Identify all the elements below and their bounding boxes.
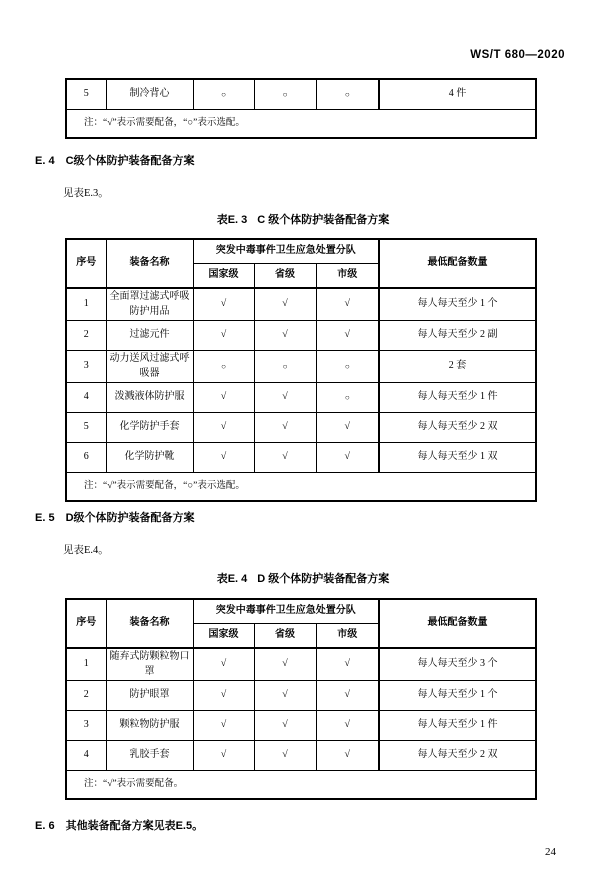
header-row	[66, 599, 536, 624]
table-row	[66, 79, 536, 110]
equipment-name: 防护眼罩	[106, 681, 193, 711]
min-quantity: 每人每天至少 1 个	[379, 288, 536, 321]
table-title-e4	[0, 570, 606, 586]
section-heading-e5	[35, 509, 195, 525]
note-row	[66, 110, 536, 139]
mark-national: √	[193, 443, 254, 473]
table-row	[66, 351, 536, 383]
table-body	[66, 288, 536, 473]
equipment-name: 化学防护手套	[106, 413, 193, 443]
table-caption: D 级个体防护装备配备方案	[257, 573, 390, 585]
section-title: D级个体防护装备配备方案	[65, 512, 195, 524]
min-quantity: 每人每天至少 2 双	[379, 413, 536, 443]
equipment-name: 乳胶手套	[106, 741, 193, 771]
equipment-name: 化学防护靴	[106, 443, 193, 473]
col-header-national: 国家级	[193, 264, 254, 289]
min-quantity: 每人每天至少 1 双	[379, 443, 536, 473]
equipment-name: 泼溅液体防护服	[106, 383, 193, 413]
row-no: 1	[66, 648, 106, 681]
min-quantity: 每人每天至少 3 个	[379, 648, 536, 681]
table-header	[66, 599, 536, 648]
table-note-body	[66, 473, 536, 502]
table-note-body	[66, 771, 536, 800]
equipment-name: 全面罩过滤式呼吸防护用品	[106, 288, 193, 321]
table-caption: C 级个体防护装备配备方案	[257, 214, 390, 226]
min-quantity: 每人每天至少 1 件	[379, 383, 536, 413]
mark-municipal: √	[316, 288, 379, 321]
min-quantity: 4 件	[379, 79, 536, 110]
min-quantity: 每人每天至少 1 个	[379, 681, 536, 711]
section-title: C级个体防护装备配备方案	[65, 155, 195, 167]
mark-national: √	[193, 383, 254, 413]
note-row	[66, 771, 536, 800]
mark-national: √	[193, 711, 254, 741]
mark-provincial: √	[254, 648, 316, 681]
section-title: 其他装备配备方案见表E.5。	[65, 820, 204, 832]
equipment-name: 制冷背心	[106, 79, 193, 110]
mark-municipal: √	[316, 648, 379, 681]
table-note: 注：“√”表示需要配备。	[66, 771, 536, 800]
col-header-municipal: 市级	[316, 624, 379, 649]
row-no: 4	[66, 383, 106, 413]
mark-national: √	[193, 681, 254, 711]
mark-municipal: √	[316, 413, 379, 443]
section-number: E. 4	[35, 155, 55, 167]
row-no: 3	[66, 351, 106, 383]
equipment-name: 过滤元件	[106, 321, 193, 351]
table-row	[66, 443, 536, 473]
table-row	[66, 648, 536, 681]
mark-municipal: ○	[316, 351, 379, 383]
row-no: 3	[66, 711, 106, 741]
table-label: 表E. 4	[216, 573, 248, 585]
row-no: 2	[66, 321, 106, 351]
col-header-national: 国家级	[193, 624, 254, 649]
col-header-qty: 最低配备数量	[379, 239, 536, 288]
section-number: E. 5	[35, 512, 55, 524]
table-row	[66, 383, 536, 413]
table-row	[66, 741, 536, 771]
table-body	[66, 79, 536, 110]
col-header-name: 装备名称	[106, 599, 193, 648]
equipment-name: 动力送风过滤式呼吸器	[106, 351, 193, 383]
mark-national: ○	[193, 351, 254, 383]
mark-provincial: ○	[254, 351, 316, 383]
col-header-qty: 最低配备数量	[379, 599, 536, 648]
mark-provincial: ○	[254, 79, 316, 110]
table-note: 注：“√”表示需要配备，“○”表示选配。	[66, 110, 536, 139]
mark-national: √	[193, 288, 254, 321]
mark-municipal: √	[316, 443, 379, 473]
mark-provincial: √	[254, 413, 316, 443]
table-e3	[65, 238, 537, 502]
min-quantity: 每人每天至少 1 件	[379, 711, 536, 741]
mark-provincial: √	[254, 681, 316, 711]
mark-provincial: √	[254, 741, 316, 771]
mark-provincial: √	[254, 288, 316, 321]
col-header-no: 序号	[66, 599, 106, 648]
table-header	[66, 239, 536, 288]
min-quantity: 2 套	[379, 351, 536, 383]
col-header-provincial: 省级	[254, 264, 316, 289]
row-no: 5	[66, 413, 106, 443]
page-number: 24	[545, 846, 556, 858]
mark-municipal: √	[316, 681, 379, 711]
table-row	[66, 321, 536, 351]
mark-provincial: √	[254, 321, 316, 351]
mark-national: √	[193, 741, 254, 771]
row-no: 2	[66, 681, 106, 711]
table-row	[66, 288, 536, 321]
doc-number: WS/T 680—2020	[470, 49, 565, 61]
row-no: 5	[66, 79, 106, 110]
section-heading-e6	[35, 817, 203, 833]
mark-national: ○	[193, 79, 254, 110]
mark-national: √	[193, 648, 254, 681]
mark-national: √	[193, 413, 254, 443]
table-row	[66, 413, 536, 443]
min-quantity: 每人每天至少 2 副	[379, 321, 536, 351]
equipment-name: 颗粒物防护服	[106, 711, 193, 741]
table-title-e3	[0, 211, 606, 227]
section-heading-e4	[35, 152, 195, 168]
row-no: 6	[66, 443, 106, 473]
section-number: E. 6	[35, 820, 55, 832]
table-note-body	[66, 110, 536, 139]
table-row	[66, 681, 536, 711]
col-header-name: 装备名称	[106, 239, 193, 288]
row-no: 4	[66, 741, 106, 771]
table-continued	[65, 78, 537, 139]
col-header-no: 序号	[66, 239, 106, 288]
row-no: 1	[66, 288, 106, 321]
mark-municipal: ○	[316, 383, 379, 413]
intro-text-e3: 见表E.3。	[63, 188, 109, 199]
mark-provincial: √	[254, 711, 316, 741]
mark-provincial: √	[254, 443, 316, 473]
intro-text-e4: 见表E.4。	[63, 545, 109, 556]
col-header-municipal: 市级	[316, 264, 379, 289]
mark-municipal: √	[316, 741, 379, 771]
note-row	[66, 473, 536, 502]
equipment-name: 随弃式防颗粒物口罩	[106, 648, 193, 681]
table-e4	[65, 598, 537, 800]
min-quantity: 每人每天至少 2 双	[379, 741, 536, 771]
table-label: 表E. 3	[216, 214, 248, 226]
table-note: 注：“√”表示需要配备，“○”表示选配。	[66, 473, 536, 502]
mark-municipal: √	[316, 321, 379, 351]
mark-provincial: √	[254, 383, 316, 413]
col-header-provincial: 省级	[254, 624, 316, 649]
table-body	[66, 648, 536, 771]
mark-municipal: √	[316, 711, 379, 741]
col-header-group: 突发中毒事件卫生应急处置分队	[193, 599, 379, 624]
header-row	[66, 239, 536, 264]
col-header-group: 突发中毒事件卫生应急处置分队	[193, 239, 379, 264]
table-row	[66, 711, 536, 741]
mark-municipal: ○	[316, 79, 379, 110]
mark-national: √	[193, 321, 254, 351]
